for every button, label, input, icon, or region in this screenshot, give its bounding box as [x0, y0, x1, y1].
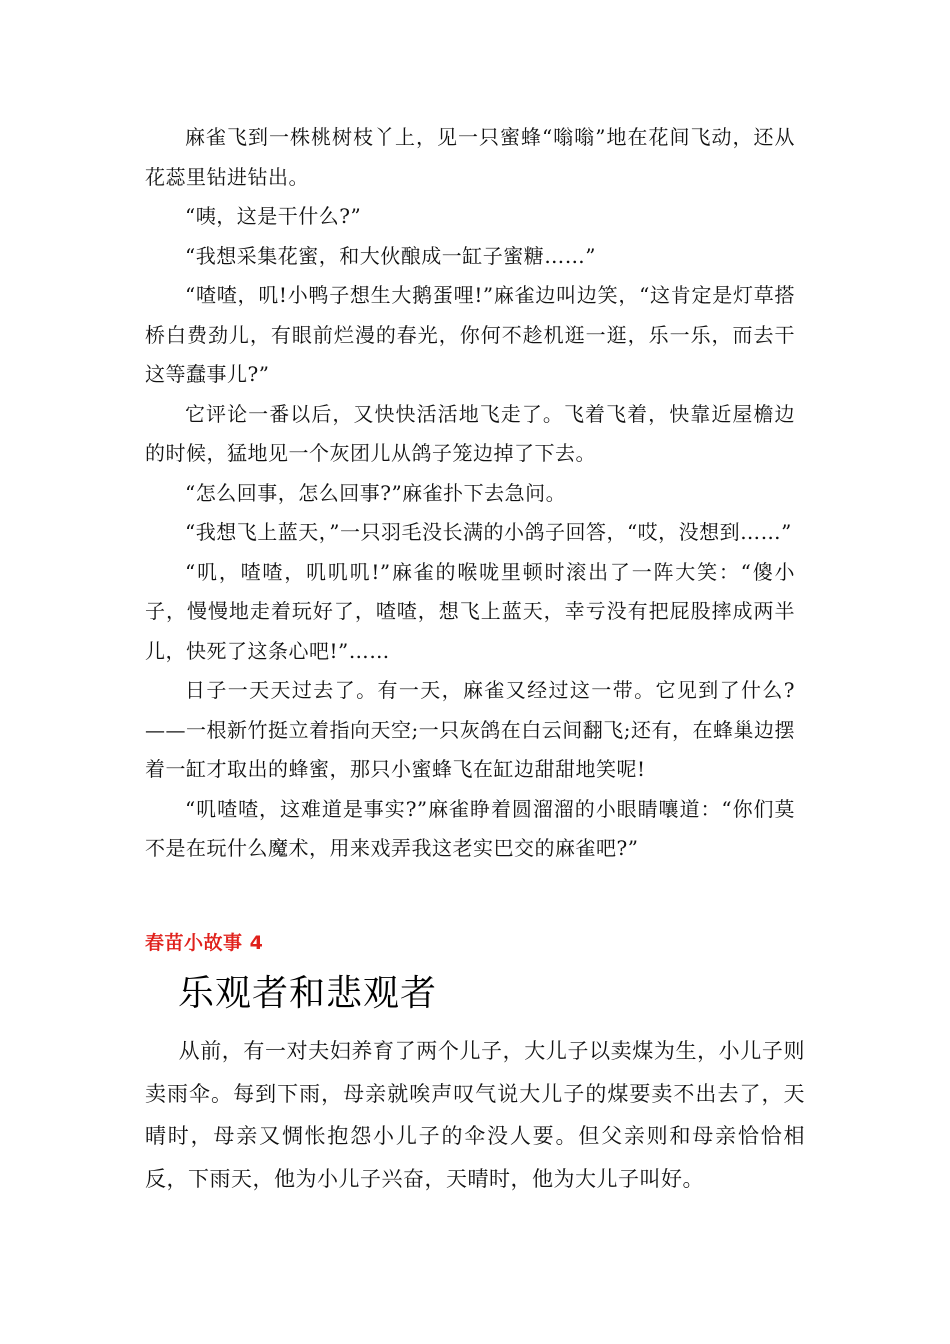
story-title: 乐观者和悲观者 — [178, 973, 438, 1014]
paragraph: “怎么回事，怎么回事?”麻雀扑下去急问。 — [185, 480, 567, 505]
paragraph: 日子一天天过去了。有一天，麻雀又经过这一带。它见到了什么?——一根新竹挺立着指向天空;一只灰鸽在白云间翻飞;还有，在蜂巢边摆着一缸才取出的蜂蜜，那只小蜜蜂飞在缸边甜甜地笑呢! — [145, 678, 795, 781]
paragraph: “咦，这是干什么?” — [185, 204, 362, 228]
paragraph: “叽，喳喳，叽叽叽!”麻雀的喉咙里顿时滚出了一阵大笑：“傻小子，慢慢地走着玩好了，喳喳，想飞上蓝天，幸亏没有把屁股摔成两半儿，快死了这条心吧!”…… — [145, 559, 795, 663]
paragraph: “我想采集花蜜，和大伙酿成一缸子蜜糖……” — [185, 243, 596, 268]
paragraph: 麻雀飞到一株桃树枝丫上，见一只蜜蜂“嗡嗡”地在花间飞动，还从花蕊里钻进钻出。 — [145, 125, 795, 189]
paragraph: “我想飞上蓝天，”一只羽毛没长满的小鸽子回答，“哎，没想到……” — [185, 520, 792, 544]
paragraph: “叽喳喳，这难道是事实?”麻雀睁着圆溜溜的小眼睛嚷道：“你们莫不是在玩什么魔术，用来戏弄我这老实巴交的麻雀吧?” — [145, 796, 795, 860]
paragraph: 它评论一番以后，又快快活活地飞走了。飞着飞着，快靠近屋檐边的时候，猛地见一个灰团儿从鸽子笼边掉了下去。 — [145, 401, 795, 465]
story-optimist-text — [145, 1030, 805, 1200]
story-sparrow-text — [145, 118, 795, 869]
paragraph: 从前，有一对夫妇养育了两个儿子，大儿子以卖煤为生，小儿子则卖雨伞。每到下雨，母亲就唉声叹气说大儿子的煤要卖不出去了，天晴时，母亲又惆怅抱怨小儿子的伞没人要。但父亲则和母亲恰恰相反，下雨天，他为小儿子兴奋，天晴时，他为大儿子叫好。 — [145, 1039, 805, 1191]
paragraph: “喳喳，叽!小鸭子想生大鹅蛋哩!”麻雀边叫边笑，“这肯定是灯草搭桥白费劲儿，有眼前烂漫的春光，你何不趁机逛一逛，乐一乐，而去干这等蠢事儿?” — [145, 283, 795, 386]
section-label: 春苗小故事 4 — [145, 932, 264, 954]
